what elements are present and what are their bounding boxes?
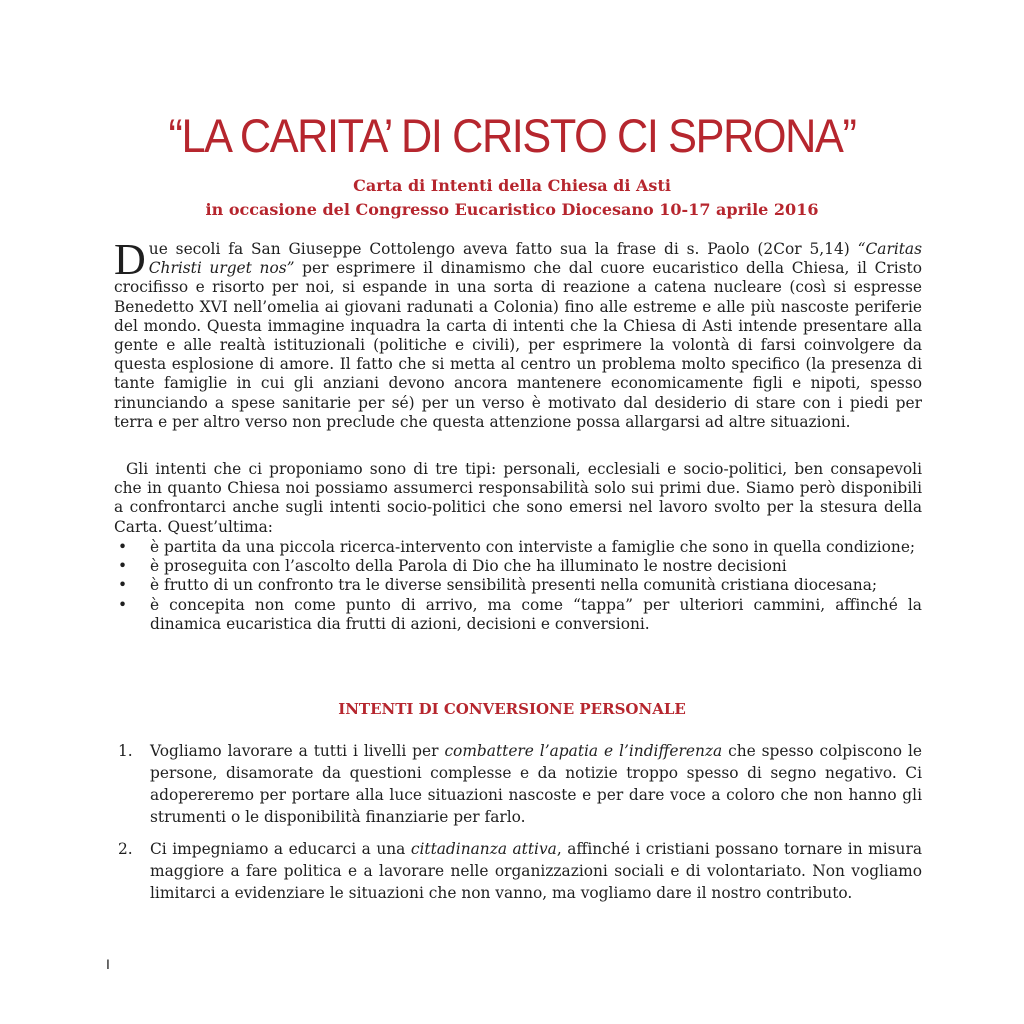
item-text-before: Ci impegniamo a educarci a una xyxy=(150,840,411,858)
list-item xyxy=(118,557,922,576)
item-number: 1. xyxy=(118,742,133,760)
drop-cap: D xyxy=(114,235,146,284)
list-item xyxy=(118,538,922,557)
list-item-text: è frutto di un confronto tra le diverse sensibilità presenti nella comunità cristiana diocesana; xyxy=(150,576,878,595)
intro-text-rest: per esprimere il dinamismo che dal cuore eucaristico della Chiesa, il Cristo crocifisso e risorto per noi, si espande in una sorta di reazione a catena nucleare (così si espresse Benedetto XVI nell’omelia ai giovani radunati a Colonia) fino alle estreme e alle più nascoste periferie del mondo. Questa immagine inquadra la carta di intenti che la Chiesa di Asti intende presentare alla gente e alle realtà istituzionali (politiche e civili), per esprimere la volontà di farsi coinvolgere da questa esplosione di amore. Il fatto che si metta al centro un problema molto specifico (la presenza di tante famiglie in cui gli anziani devono ancora mantenere economicamente figli e nipoti, spesso rinunciando a spese sanitarie per sé) per un verso è motivato dal desiderio di stare con i piedi per terra e per altro verso non preclude che questa attenzione possa allargarsi ad altre situazioni. xyxy=(114,259,922,431)
bullet-icon: • xyxy=(118,538,128,556)
subtitle-line-2: in occasione del Congresso Eucaristico Diocesano 10-17 aprile 2016 xyxy=(205,200,819,219)
subtitle-line-1: Carta di Intenti della Chiesa di Asti xyxy=(353,176,671,195)
list-item xyxy=(118,576,922,595)
bullet-icon: • xyxy=(118,595,128,614)
bullet-list xyxy=(118,538,922,634)
bullet-icon: • xyxy=(118,557,128,576)
item-emphasis: combattere l’apatia e l’indifferenza xyxy=(444,742,723,760)
item-text-after: , affinché i cristiani possano tornare in misura maggiore a fare politica e a lavorare nelle organizzazioni sociali e di volontariato. Non vogliamo limitarci a evidenziare le situazioni che non vanno, ma vogliamo dare il nostro contributo. xyxy=(150,840,923,902)
page-number: I xyxy=(106,956,110,972)
item-number: 2. xyxy=(118,840,133,858)
numbered-item xyxy=(114,838,922,904)
item-text-after: che spesso colpiscono le persone, disamorate da questioni complesse e da notizie troppo spesso di segno negativo. Ci adopereremo per portare alla luce situazioni nascoste e per dare voce a coloro che non hanno gli strumenti o le disponibilità finanziarie per farlo. xyxy=(150,742,922,826)
item-text-before: Vogliamo lavorare a tutti i livelli per xyxy=(150,742,445,760)
intro-text-start: ue secoli fa San Giuseppe Cottolengo aveva fatto sua la frase di s. Paolo (2Cor 5,14) xyxy=(148,240,858,258)
list-item xyxy=(118,596,922,634)
list-item-text: è partita da una piccola ricerca-intervento con interviste a famiglie che sono in quella condizione; xyxy=(150,538,916,556)
item-emphasis: cittadinanza attiva xyxy=(410,840,557,858)
list-item-text: è concepita non come punto di arrivo, ma come “tappa” per ulteriori cammini, affinché la dinamica eucaristica dia frutti di azioni, decisioni e conversioni. xyxy=(150,595,922,633)
numbered-list xyxy=(114,740,922,828)
page-title: “LA CARITA’ DI CRISTO CI SPRONA” xyxy=(168,109,856,162)
list-item-text: è proseguita con l’ascolto della Parola di Dio che ha illuminato le nostre decisioni xyxy=(150,557,787,576)
latin-quote: “Caritas Christi urget nos” xyxy=(148,240,922,278)
numbered-list xyxy=(114,838,922,904)
bullet-icon: • xyxy=(118,576,128,595)
intro-paragraph xyxy=(114,235,922,432)
intents-paragraph: Gli intenti che ci proponiamo sono di tre tipi: personali, ecclesiali e socio-politici, ben consapevoli che in quanto Chiesa noi possiamo assumerci responsabilità solo sui primi due. Siamo però disponibili a confrontarci anche sugli intenti socio-politici che sono emersi nel lavoro svolto per la stesura della Carta. Quest’ultima: xyxy=(114,460,922,536)
numbered-item xyxy=(114,740,922,828)
section-heading: INTENTI DI CONVERSIONE PERSONALE xyxy=(338,700,686,718)
